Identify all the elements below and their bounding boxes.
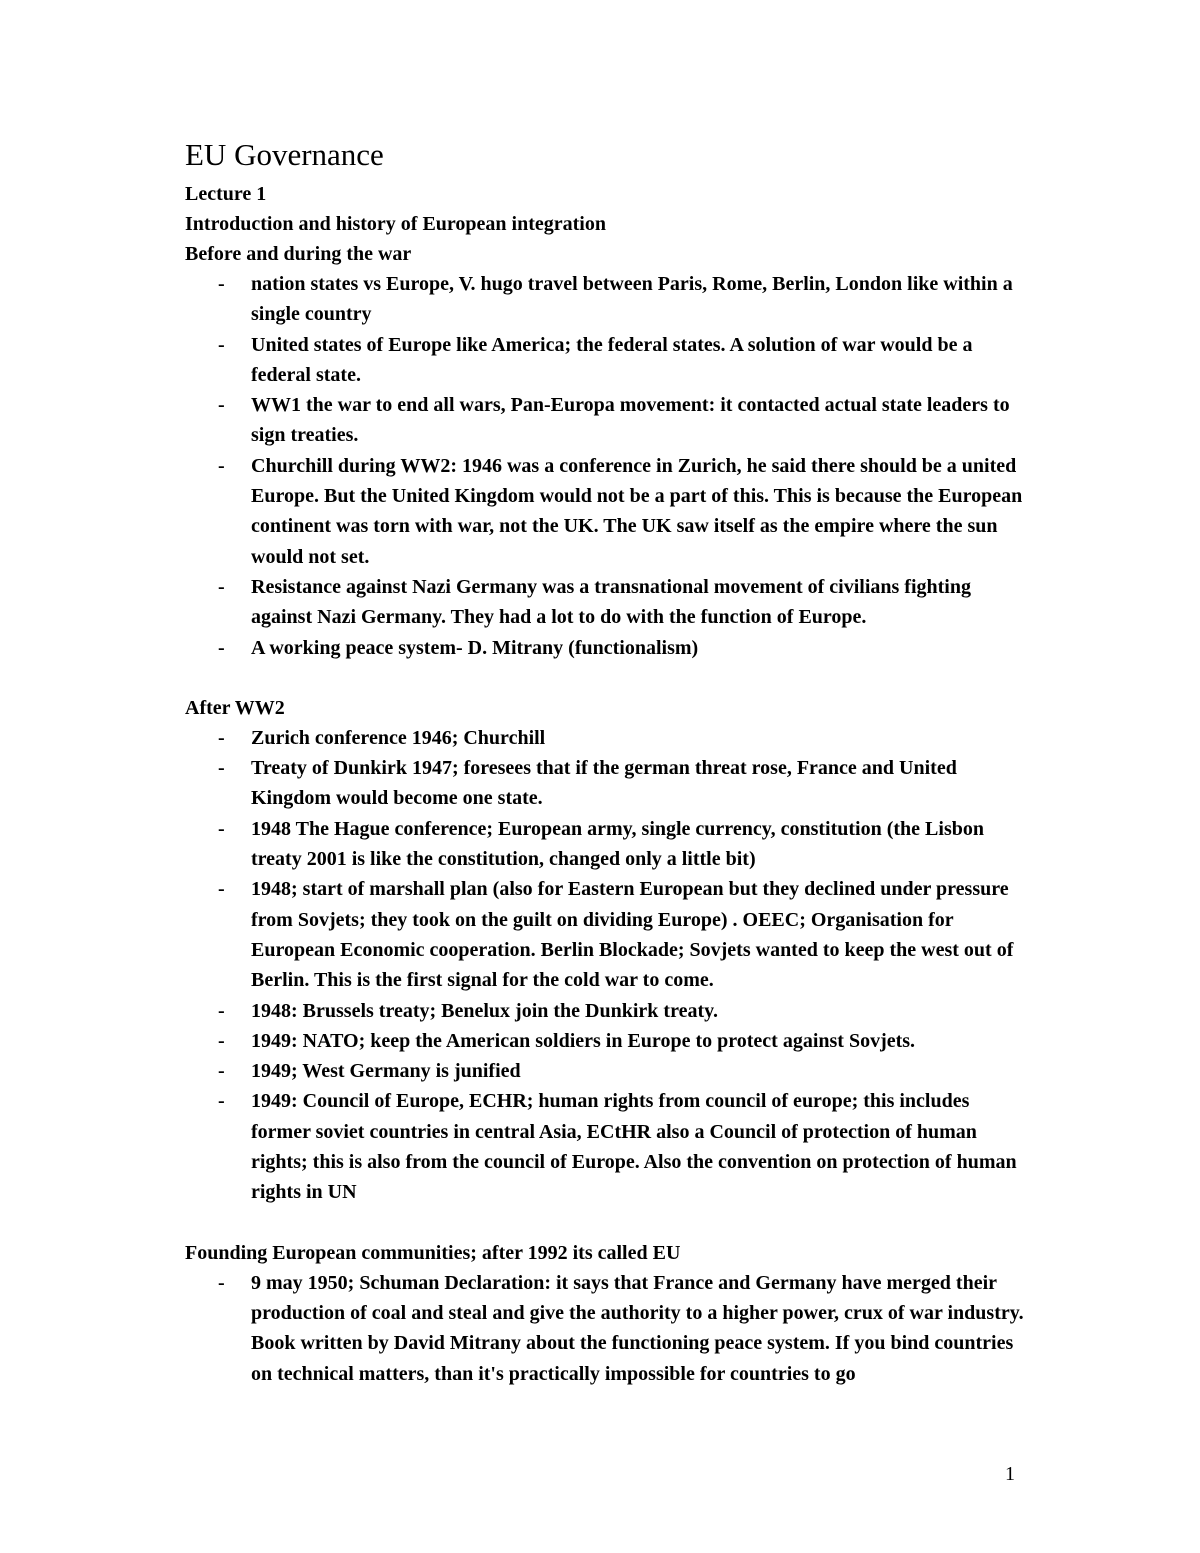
document-title: EU Governance [185,137,384,172]
dash-bullet-icon: - [218,636,225,659]
dash-bullet-icon: - [218,273,225,295]
list-item [185,330,1025,391]
lecture-subtitle: Introduction and history of European integration [185,213,606,235]
page-number: 1 [1005,1463,1015,1485]
section-heading-founding-communities: Founding European communities; after 1992 its called EU [185,1241,681,1264]
dash-bullet-icon: - [218,817,225,840]
list-item [185,1086,1025,1207]
dash-bullet-icon: - [218,1029,225,1052]
dash-bullet-icon: - [218,878,225,901]
list-item-text: A working peace system- D. Mitrany (functionalism) [251,636,699,659]
section-spacer [185,1208,1025,1238]
list-item [185,814,1025,875]
list-item [185,1268,1025,1389]
list-item-text: WW1 the war to end all wars, Pan-Europa movement: it contacted actual state leaders to sign treaties. [251,394,1010,447]
bullet-list-before-war [185,269,1025,663]
list-item [185,572,1025,633]
list-item-text: Zurich conference 1946; Churchill [251,726,546,749]
list-item [185,451,1025,572]
dash-bullet-icon: - [218,575,225,598]
list-item-text: Churchill during WW2: 1946 was a conference in Zurich, he said there should be a united Europe. But the United Kingdom would not be a part of this. This is because the European continent was torn with war, not the UK. The UK saw itself as the empire where the sun would not set. [251,454,1023,568]
dash-bullet-icon: - [218,394,225,417]
list-item-text: nation states vs Europe, V. hugo travel between Paris, Rome, Berlin, London like within a single country [251,273,1013,326]
section-heading-before-war: Before and during the war [185,243,412,265]
list-item-text: United states of Europe like America; the federal states. A solution of war would be a federal state. [251,333,973,386]
list-item [185,996,1025,1026]
list-item [185,633,1025,663]
dash-bullet-icon: - [218,1271,225,1294]
list-item [185,1026,1025,1056]
list-item [185,390,1025,451]
list-item [185,874,1025,995]
list-item-text: 9 may 1950; Schuman Declaration: it says that France and Germany have merged their production of coal and steal and give the authority to a higher power, crux of war industry. Book written by David Mitrany about the functioning peace system. If you bind countries on technical matters, than it's practically impossible for countries to go [251,1271,1024,1385]
list-item [185,269,1025,330]
section-heading-after-ww2: After WW2 [185,696,285,719]
list-item [185,1056,1025,1086]
bullet-list-founding-communities [185,1268,1025,1389]
list-item-text: 1949: Council of Europe, ECHR; human rights from council of europe; this includes former soviet countries in central Asia, ECtHR also a Council of protection of human rights; this is also from the council of Europe. Also the convention on protection of human rights in UN [251,1090,1017,1204]
document-page [185,137,1025,1389]
list-item-text: 1949: NATO; keep the American soldiers in Europe to protect against Sovjets. [251,1029,916,1052]
bullet-list-after-ww2 [185,723,1025,1208]
dash-bullet-icon: - [218,726,225,749]
section-spacer [185,663,1025,693]
list-item [185,723,1025,753]
lecture-heading: Lecture 1 [185,183,267,205]
list-item [185,753,1025,814]
dash-bullet-icon: - [218,1090,225,1113]
list-item-text: 1948; start of marshall plan (also for Eastern European but they declined under pressure from Sovjets; they took on the guilt on dividing Europe) . OEEC; Organisation for European Economic cooperation. Berlin Blockade; Sovjets wanted to keep the west out of Berlin. This is the first signal for the cold war to come. [251,878,1014,992]
list-item-text: 1948: Brussels treaty; Benelux join the Dunkirk treaty. [251,999,719,1022]
list-item-text: Resistance against Nazi Germany was a transnational movement of civilians fighting against Nazi Germany. They had a lot to do with the function of Europe. [251,575,971,629]
dash-bullet-icon: - [218,999,225,1022]
list-item-text: Treaty of Dunkirk 1947; foresees that if the german threat rose, France and United Kingdom would become one state. [251,757,957,810]
list-item-text: 1948 The Hague conference; European army, single currency, constitution (the Lisbon treaty 2001 is like the constitution, changed only a little bit) [251,817,984,871]
dash-bullet-icon: - [218,1060,225,1083]
list-item-text: 1949; West Germany is junified [251,1060,521,1083]
dash-bullet-icon: - [218,757,225,780]
dash-bullet-icon: - [218,333,225,356]
dash-bullet-icon: - [218,454,225,477]
